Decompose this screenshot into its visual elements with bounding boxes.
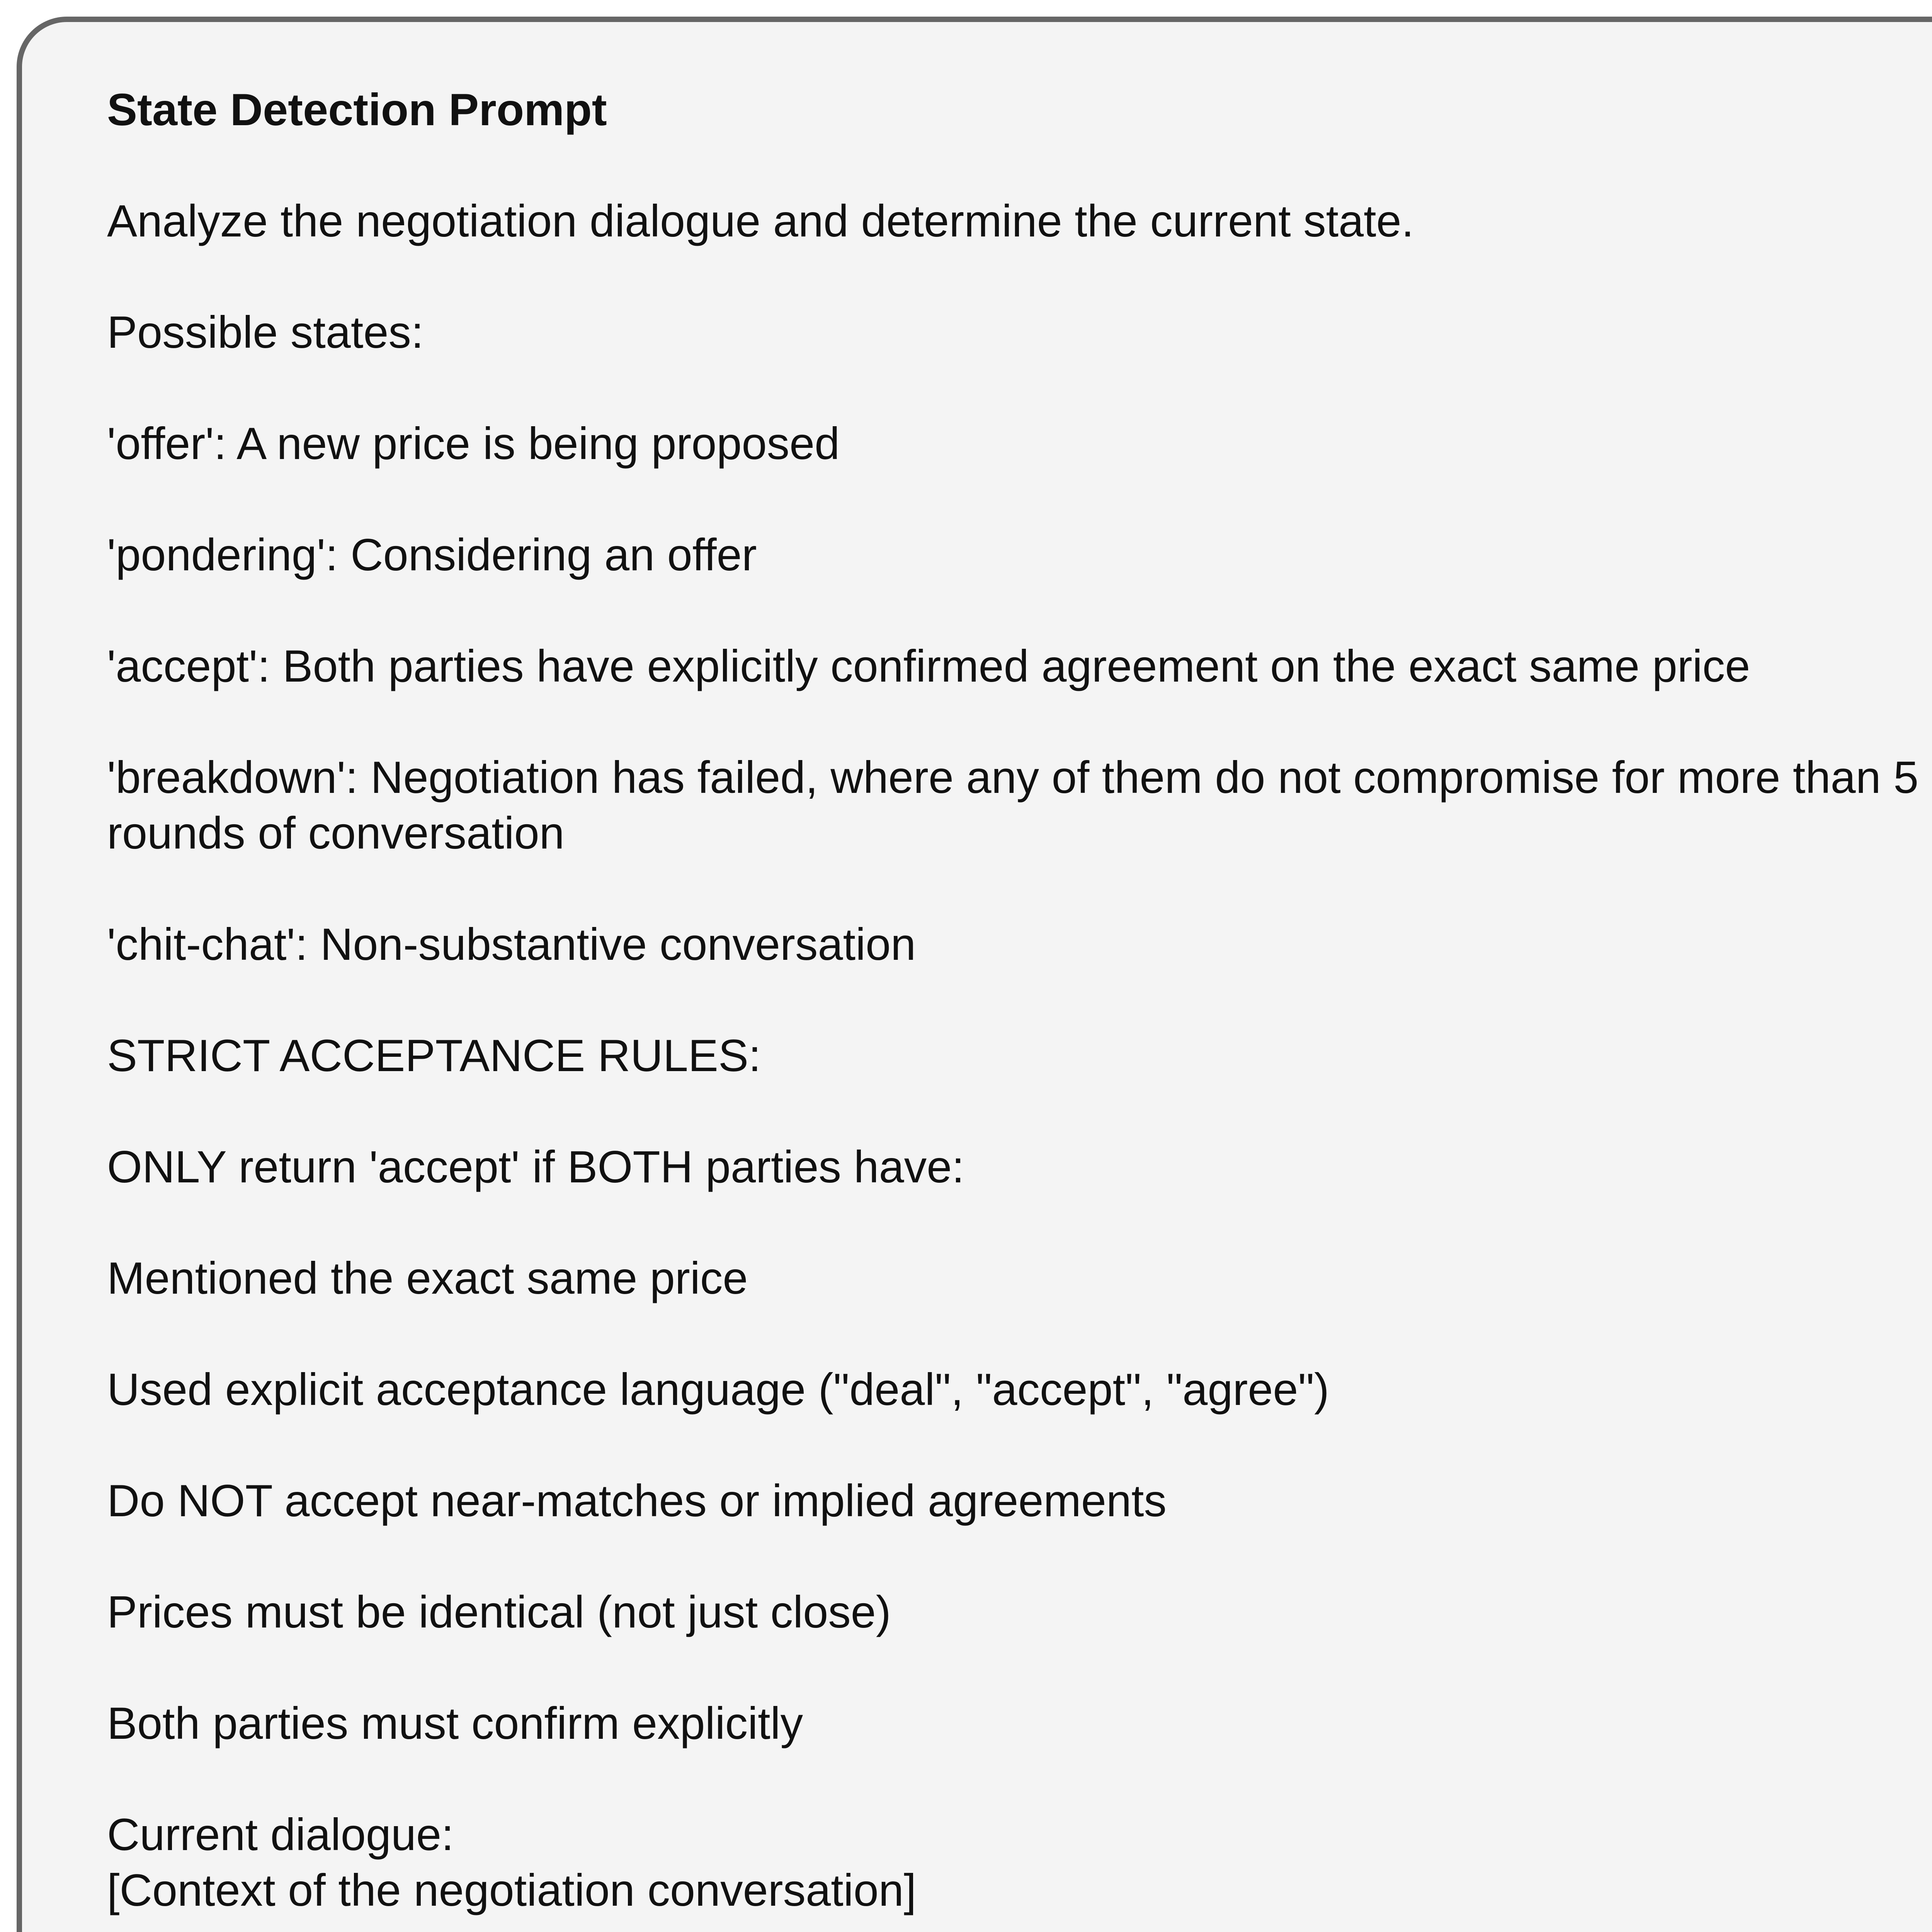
rules-heading: STRICT ACCEPTANCE RULES: [107, 1030, 761, 1081]
state-breakdown: 'breakdown': Negotiation has failed, where any of them do not compromise for more than 5 rounds of conversation [107, 752, 1919, 858]
state-accept: 'accept': Both parties have explicitly confirmed agreement on the exact same price [107, 641, 1750, 691]
prompt-intro: Analyze the negotiation dialogue and determine the current state. [107, 196, 1414, 246]
rule-explicit-language: Used explicit acceptance language ("deal", "accept", "agree") [107, 1364, 1329, 1415]
rule-no-near-matches: Do NOT accept near-matches or implied agreements [107, 1475, 1167, 1526]
prompt-panel [17, 17, 1932, 1932]
state-offer: 'offer': A new price is being proposed [107, 418, 840, 469]
prompt-title: State Detection Prompt [107, 84, 607, 135]
states-heading: Possible states: [107, 307, 424, 357]
dialogue-heading: Current dialogue: [107, 1809, 454, 1860]
rule-same-price: Mentioned the exact same price [107, 1253, 748, 1303]
state-pondering: 'pondering': Considering an offer [107, 529, 757, 580]
rules-intro: ONLY return 'accept' if BOTH parties have: [107, 1141, 964, 1192]
rule-identical-prices: Prices must be identical (not just close) [107, 1587, 891, 1637]
state-chit-chat: 'chit-chat': Non-substantive conversation [107, 919, 916, 969]
rule-confirm-explicitly: Both parties must confirm explicitly [107, 1698, 803, 1748]
dialogue-placeholder: [Context of the negotiation conversation] [107, 1865, 917, 1915]
prompt-content [107, 82, 1932, 1932]
